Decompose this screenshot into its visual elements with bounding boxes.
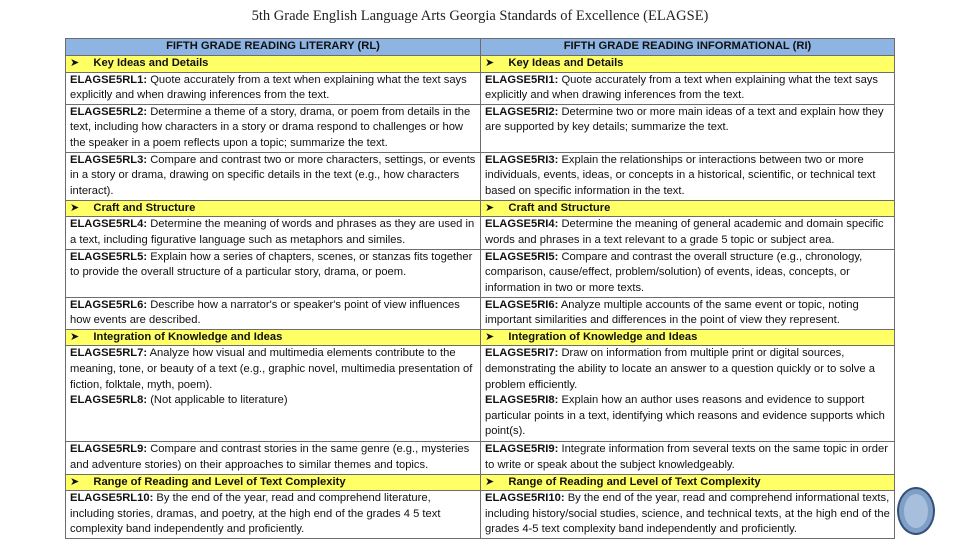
- standard-cell-rl5: ELAGSE5RL5: Explain how a series of chapters, scenes, or stanzas fits together to provide the overall structure of a particular story, drama, or poem.: [66, 249, 481, 297]
- standard-cell-ri4: ELAGSE5RI4: Determine the meaning of general academic and domain specific words and phrases in a text relevant to a grade 5 topic or subject area.: [481, 217, 895, 249]
- standard-cell-ri5: ELAGSE5RI5: Compare and contrast the overall structure (e.g., chronology, comparison, cause/effect, problem/solution) of events, ideas, concepts, or information in two or more texts.: [481, 249, 895, 297]
- arrow-marker-icon: ➤: [70, 201, 80, 214]
- arrow-marker-icon: ➤: [70, 330, 80, 343]
- section-header-range-rl: ➤ Range of Reading and Level of Text Complexity: [66, 474, 481, 491]
- arrow-marker-icon: ➤: [70, 475, 80, 488]
- section-header-craft-rl: ➤ Craft and Structure: [66, 200, 481, 217]
- arrow-marker-icon: ➤: [485, 201, 495, 214]
- standard-cell-ri3: ELAGSE5RI3: Explain the relationships or interactions between two or more individuals, events, ideas, or concepts in a historical, scientific, or technical text based on specific information in the text.: [481, 152, 895, 200]
- circle-nav-inner: [904, 494, 928, 528]
- arrow-marker-icon: ➤: [485, 330, 495, 343]
- section-header-integration-ri: ➤ Integration of Knowledge and Ideas: [481, 329, 895, 346]
- arrow-marker-icon: ➤: [70, 57, 80, 69]
- standard-cell-ri7-ri8: ELAGSE5RI7: Draw on information from multiple print or digital sources, demonstrating the ability to locate an answer to a question quickly or to solve a problem efficiently. ELAGSE5RI8: Explain how an author uses reasons and evidence to support particular points in a text, identifying which reasons and evidence supports which point(s).: [481, 346, 895, 442]
- standard-cell-rl1: ELAGSE5RL1: Quote accurately from a text when explaining what the text says explicitly and when drawing inferences from the text.: [66, 72, 481, 104]
- section-header-key-ideas-rl: ➤ Key Ideas and Details: [66, 56, 481, 73]
- standard-cell-ri10: ELAGSE5RI10: By the end of the year, read and comprehend informational texts, including history/social studies, science, and technical texts, at the high end of the grades 4-5 text complexity band independently and proficiently.: [481, 491, 895, 539]
- standards-table: [65, 38, 895, 539]
- standard-cell-rl10: ELAGSE5RL10: By the end of the year, read and comprehend literature, including stories, dramas, and poetry, at the high end of the grades 4 5 text complexity band independently and proficiently.: [66, 491, 481, 539]
- standard-cell-rl6: ELAGSE5RL6: Describe how a narrator's or speaker's point of view influences how events are described.: [66, 297, 481, 329]
- circle-nav-icon[interactable]: [897, 487, 935, 535]
- standard-cell-ri1: ELAGSE5RI1: Quote accurately from a text when explaining what the text says explicitly and when drawing inferences from the text.: [481, 72, 895, 104]
- standard-cell-rl9: ELAGSE5RL9: Compare and contrast stories in the same genre (e.g., mysteries and adventure stories) on their approaches to similar themes and topics.: [66, 442, 481, 474]
- standard-cell-rl2: ELAGSE5RL2: Determine a theme of a story, drama, or poem from details in the text, including how characters in a story or drama respond to challenges or how the speaker in a poem reflects upon a topic; summarize the text.: [66, 104, 481, 152]
- column-header-rl: FIFTH GRADE READING LITERARY (RL): [66, 39, 481, 56]
- section-header-integration-rl: ➤ Integration of Knowledge and Ideas: [66, 329, 481, 346]
- section-header-range-ri: ➤ Range of Reading and Level of Text Complexity: [481, 474, 895, 491]
- standard-cell-ri2: ELAGSE5RI2: Determine two or more main ideas of a text and explain how they are supported by key details; summarize the text.: [481, 104, 895, 152]
- section-header-craft-ri: ➤ Craft and Structure: [481, 200, 895, 217]
- standard-cell-rl7-rl8: ELAGSE5RL7: Analyze how visual and multimedia elements contribute to the meaning, tone, or beauty of a text (e.g., graphic novel, multimedia presentation of fiction, folktale, myth, poem). ELAGSE5RL8: (Not applicable to literature): [66, 346, 481, 442]
- standard-cell-ri9: ELAGSE5RI9: Integrate information from several texts on the same topic in order to write or speak about the subject knowledgeably.: [481, 442, 895, 474]
- page-title: 5th Grade English Language Arts Georgia Standards of Excellence (ELAGSE): [251, 8, 709, 24]
- standard-cell-ri6: ELAGSE5RI6: Analyze multiple accounts of the same event or topic, noting important similarities and differences in the point of view they represent.: [481, 297, 895, 329]
- standard-cell-rl4: ELAGSE5RL4: Determine the meaning of words and phrases as they are used in a text, including figurative language such as metaphors and similes.: [66, 217, 481, 249]
- standard-cell-rl3: ELAGSE5RL3: Compare and contrast two or more characters, settings, or events in a story or drama, drawing on specific details in the text (e.g., how characters interact).: [66, 152, 481, 200]
- column-header-ri: FIFTH GRADE READING INFORMATIONAL (RI): [481, 39, 895, 56]
- section-header-key-ideas-ri: ➤ Key Ideas and Details: [481, 56, 895, 73]
- arrow-marker-icon: ➤: [485, 57, 495, 69]
- arrow-marker-icon: ➤: [485, 475, 495, 488]
